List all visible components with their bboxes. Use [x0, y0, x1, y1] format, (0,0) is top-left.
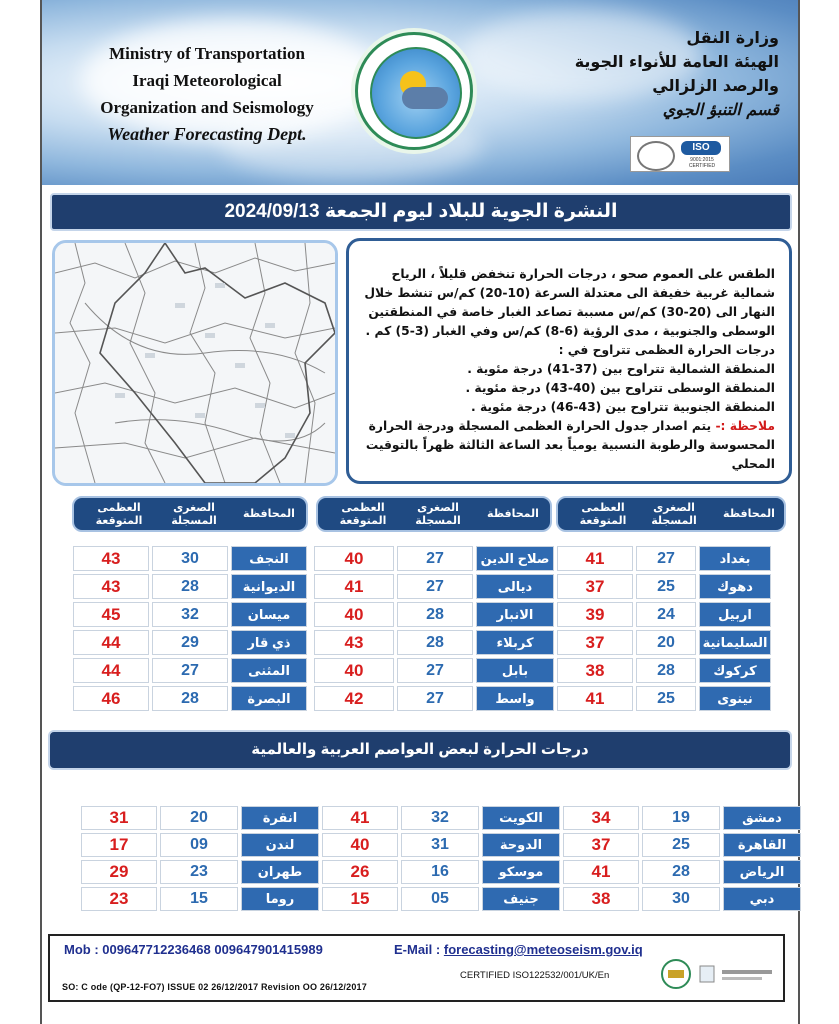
english-org-name: [72, 40, 342, 148]
header-max: العظمى المتوقعة: [339, 502, 387, 527]
min-temp-cell: 24: [636, 602, 696, 627]
max-temp-cell: 17: [81, 833, 157, 857]
city-name-cell: الديوانية: [231, 574, 307, 599]
header-province: المحافظة: [723, 508, 775, 520]
table-row: [81, 833, 801, 857]
min-temp-cell: 27: [152, 658, 228, 683]
iso-certification-logo: [630, 136, 730, 172]
email-link[interactable]: forecasting@meteoseism.gov.iq: [443, 942, 643, 957]
city-name-cell: بابل: [476, 658, 554, 683]
table-row: [81, 860, 801, 884]
city-name-cell: دبي: [723, 887, 801, 911]
iraq-map: [52, 240, 338, 486]
city-name-cell: صلاح الدين: [476, 546, 554, 571]
city-name-cell: لندن: [241, 833, 319, 857]
max-temp-cell: 45: [73, 602, 149, 627]
mobile-numbers: [64, 942, 323, 957]
table-row: [314, 630, 554, 655]
city-name-cell: موسكو: [482, 860, 560, 884]
en-dept: Weather Forecasting Dept.: [107, 124, 307, 144]
min-temp-cell: 19: [642, 806, 720, 830]
min-temp-cell: 28: [397, 630, 473, 655]
city-name-cell: انقرة: [241, 806, 319, 830]
min-temp-cell: 09: [160, 833, 238, 857]
en-line-1: Ministry of Transportation: [109, 44, 305, 63]
min-temp-cell: 15: [160, 887, 238, 911]
min-temp-cell: 27: [397, 546, 473, 571]
table-row: [557, 602, 771, 627]
city-name-cell: الانبار: [476, 602, 554, 627]
en-line-3: Organization and Seismology: [100, 98, 314, 117]
table-row: [557, 546, 771, 571]
table-row: [73, 574, 307, 599]
max-temp-cell: 34: [563, 806, 639, 830]
province-table-right: [554, 543, 774, 714]
max-temp-cell: 31: [81, 806, 157, 830]
city-name-cell: الكويت: [482, 806, 560, 830]
table-row: [73, 602, 307, 627]
ar-line-2: الهيئة العامة للأنواء الجوية: [574, 52, 779, 71]
forecast-textbox: [346, 238, 792, 484]
column-header-middle: [316, 496, 552, 532]
document-code: SO: C ode (QP-12-FO7) ISSUE 02 26/12/2017 Revision OO 26/12/2017: [62, 982, 367, 992]
city-name-cell: الدوحة: [482, 833, 560, 857]
table-row: [73, 546, 307, 571]
header-min: الصغرى المسجلة: [171, 502, 217, 527]
mob-numbers: 009647712236468 009647901415989: [102, 942, 323, 957]
iso-badge: ISO: [681, 141, 721, 155]
province-table-left: [70, 543, 310, 714]
max-temp-cell: 41: [557, 686, 633, 711]
min-temp-cell: 27: [636, 546, 696, 571]
column-header-left: [72, 496, 308, 532]
max-temp-cell: 41: [557, 546, 633, 571]
max-temp-cell: 40: [314, 546, 394, 571]
min-temp-cell: 05: [401, 887, 479, 911]
min-temp-cell: 25: [636, 686, 696, 711]
max-temp-cell: 29: [81, 860, 157, 884]
map-svg: [55, 243, 335, 483]
max-temp-cell: 23: [81, 887, 157, 911]
arabic-org-name: [519, 26, 779, 122]
max-temp-cell: 38: [557, 658, 633, 683]
min-temp-cell: 27: [397, 658, 473, 683]
city-name-cell: دمشق: [723, 806, 801, 830]
max-temp-cell: 44: [73, 658, 149, 683]
max-temp-cell: 41: [322, 806, 398, 830]
city-name-cell: النجف: [231, 546, 307, 571]
min-temp-cell: 30: [152, 546, 228, 571]
max-temp-cell: 40: [322, 833, 398, 857]
city-name-cell: نينوى: [699, 686, 771, 711]
city-name-cell: ذي قار: [231, 630, 307, 655]
max-temp-cell: 43: [73, 574, 149, 599]
min-temp-cell: 27: [397, 686, 473, 711]
city-name-cell: طهران: [241, 860, 319, 884]
max-temp-cell: 37: [557, 574, 633, 599]
max-temp-cell: 26: [322, 860, 398, 884]
min-temp-cell: 20: [160, 806, 238, 830]
org-logo: [355, 32, 473, 150]
max-temp-cell: 37: [563, 833, 639, 857]
header-min: الصغرى المسجلة: [651, 502, 697, 527]
min-temp-cell: 30: [642, 887, 720, 911]
iso-sub: 9001:2015 CERTIFIED: [688, 157, 716, 169]
min-temp-cell: 31: [401, 833, 479, 857]
capitals-title: درجات الحرارة لبعض العواصم العربية والعالمية: [48, 730, 792, 770]
forecast-paragraph: الطقس على العموم صحو ، درجات الحرارة تنخفض قليلاً ، الرياح شمالية غربية خفيفة الى معتدلة السرعة (10-20) كم/س تنشط خلال النهار الى (20-30) كم/س مسببة تصاعد الغبار خاصة في المنطقتين الوسطى والجنوبية ، مدى الرؤية (6-8) كم/س وفي الغبار (3-5) كم .: [364, 267, 775, 338]
header-max: العظمى المتوقعة: [579, 502, 627, 527]
min-temp-cell: 28: [152, 686, 228, 711]
certified-text: CERTIFIED ISO122532/001/UK/En: [460, 970, 610, 981]
mob-label: Mob :: [64, 942, 99, 957]
min-temp-cell: 32: [401, 806, 479, 830]
table-row: [314, 602, 554, 627]
max-temp-cell: 40: [314, 658, 394, 683]
note-text: يتم اصدار جدول الحرارة العظمى المسجلة ودرجة الحرارة المحسوسة والرطوبة النسبية يومياً بعد الساعة الثالثة ظهراً بالتوقيت المحلي: [365, 419, 775, 471]
min-temp-cell: 29: [152, 630, 228, 655]
max-temp-cell: 15: [322, 887, 398, 911]
max-temp-cell: 44: [73, 630, 149, 655]
min-temp-cell: 20: [636, 630, 696, 655]
city-name-cell: كركوك: [699, 658, 771, 683]
max-temp-cell: 43: [73, 546, 149, 571]
footer-logos: [660, 958, 780, 990]
city-name-cell: ميسان: [231, 602, 307, 627]
forecast-text: [361, 265, 775, 474]
table-row: [73, 686, 307, 711]
south-region: المنطقة الجنوبية تتراوح بين (43-46) درجة مئوية .: [471, 400, 775, 414]
max-temp-cell: 37: [557, 630, 633, 655]
max-temp-cell: 39: [557, 602, 633, 627]
logo-sky: [370, 47, 462, 139]
capitals-table: [78, 803, 804, 914]
max-temp-cell: 43: [314, 630, 394, 655]
max-temp-cell: 41: [314, 574, 394, 599]
city-name-cell: واسط: [476, 686, 554, 711]
ar-line-3: والرصد الزلزالي: [652, 76, 779, 95]
checkmark-icon: [637, 141, 675, 171]
header-province: المحافظة: [487, 508, 539, 520]
city-name-cell: البصرة: [231, 686, 307, 711]
footer-box: [48, 934, 785, 1002]
table-row: [314, 574, 554, 599]
min-temp-cell: 23: [160, 860, 238, 884]
ar-line-1: وزارة النقل: [686, 28, 779, 47]
province-table-middle: [311, 543, 557, 714]
header-province: المحافظة: [243, 508, 295, 520]
middle-region: المنطقة الوسطى تتراوح بين (40-43) درجة مئوية .: [465, 381, 775, 395]
min-temp-cell: 28: [397, 602, 473, 627]
max-temp-title: درجات الحرارة العظمى تتراوح في :: [558, 343, 775, 357]
max-temp-cell: 46: [73, 686, 149, 711]
table-row: [81, 887, 801, 911]
table-row: [557, 630, 771, 655]
email-label: E-Mail :: [394, 942, 441, 957]
min-temp-cell: 28: [642, 860, 720, 884]
city-name-cell: السليمانية: [699, 630, 771, 655]
table-row: [314, 546, 554, 571]
min-temp-cell: 16: [401, 860, 479, 884]
cloud-icon: [402, 87, 448, 109]
city-name-cell: روما: [241, 887, 319, 911]
city-name-cell: اربيل: [699, 602, 771, 627]
city-name-cell: القاهرة: [723, 833, 801, 857]
table-row: [81, 806, 801, 830]
min-temp-cell: 28: [152, 574, 228, 599]
min-temp-cell: 28: [636, 658, 696, 683]
ar-dept: قسم التنبؤ الجوي: [662, 100, 779, 119]
table-row: [557, 658, 771, 683]
min-temp-cell: 32: [152, 602, 228, 627]
en-line-2: Iraqi Meteorological: [132, 71, 282, 90]
table-row: [73, 630, 307, 655]
city-name-cell: المثنى: [231, 658, 307, 683]
column-header-right: [556, 496, 786, 532]
note-label: ملاحظة :-: [715, 419, 775, 433]
city-name-cell: الرياض: [723, 860, 801, 884]
city-name-cell: بغداد: [699, 546, 771, 571]
max-temp-cell: 41: [563, 860, 639, 884]
header-max: العظمى المتوقعة: [95, 502, 143, 527]
city-name-cell: ديالى: [476, 574, 554, 599]
city-name-cell: كربلاء: [476, 630, 554, 655]
forecast-note: [361, 417, 775, 474]
north-region: المنطقة الشمالية تتراوح بين (37-41) درجة مئوية .: [467, 362, 775, 376]
table-row: [73, 658, 307, 683]
city-name-cell: جنيف: [482, 887, 560, 911]
table-row: [557, 574, 771, 599]
table-row: [314, 658, 554, 683]
city-name-cell: دهوك: [699, 574, 771, 599]
table-row: [314, 686, 554, 711]
email-line: [394, 942, 643, 957]
bulletin-title: النشرة الجوية للبلاد ليوم الجمعة 2024/09/13: [50, 193, 792, 231]
header-min: الصغرى المسجلة: [415, 502, 461, 527]
max-temp-cell: 40: [314, 602, 394, 627]
min-temp-cell: 27: [397, 574, 473, 599]
max-temp-cell: 42: [314, 686, 394, 711]
min-temp-cell: 25: [636, 574, 696, 599]
max-temp-cell: 38: [563, 887, 639, 911]
min-temp-cell: 25: [642, 833, 720, 857]
table-row: [557, 686, 771, 711]
